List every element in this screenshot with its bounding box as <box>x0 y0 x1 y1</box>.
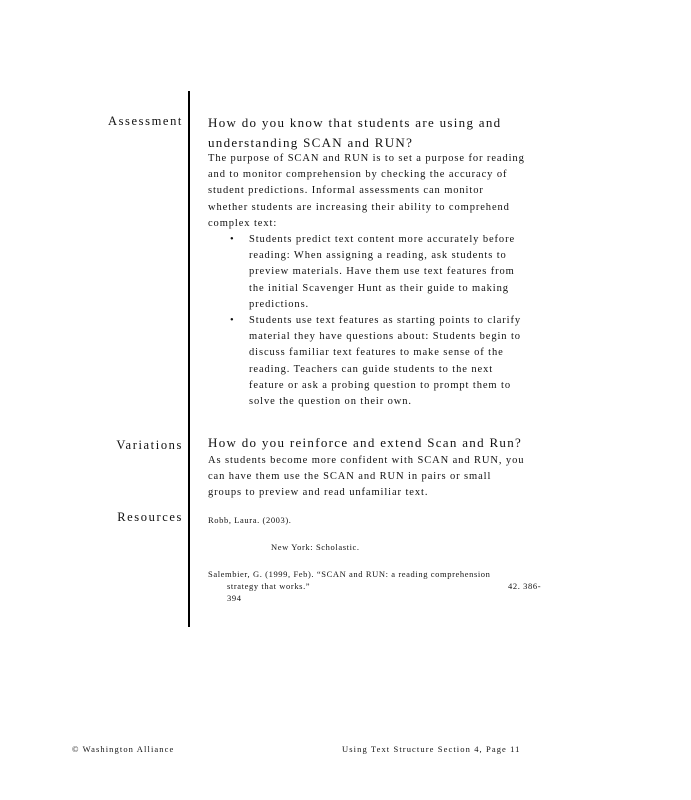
variations-heading: How do you reinforce and extend Scan and Run? <box>208 435 523 450</box>
text-line: 394 <box>227 593 242 603</box>
list-item <box>208 313 553 410</box>
resource-reference-2 <box>208 568 491 604</box>
assessment-body <box>208 151 553 410</box>
resources-label: Resources <box>117 510 183 524</box>
assessment-label: Assessment <box>107 114 183 128</box>
text-line: the initial Scavenger Hunt as their guide to making <box>249 282 509 294</box>
resource-reference-1-author: Robb, Laura. (2003). <box>208 515 292 525</box>
text-line: • Students predict text content more accurately before <box>249 234 516 246</box>
footer-page-info: Using Text Structure Section 4, Page 11 <box>342 744 521 754</box>
text-line: reading: When assigning a reading, ask students to <box>249 250 507 262</box>
text-line: predictions. <box>249 298 310 310</box>
text-line: The purpose of SCAN and RUN is to set a purpose for reading <box>208 153 525 164</box>
variations-label: Variations <box>116 438 183 452</box>
text-line: preview materials. Have them use text features from <box>249 266 515 278</box>
variations-body <box>208 453 553 502</box>
text-line: can have them use the SCAN and RUN in pairs or small <box>208 471 492 483</box>
text-line: As students become more confident with SCAN and RUN, you <box>208 455 525 466</box>
text-line: groups to preview and read unfamiliar text. <box>208 487 429 499</box>
assessment-paragraph <box>208 151 553 232</box>
list-item <box>208 232 553 313</box>
text-line: reading. Teachers can guide students to the next <box>249 363 494 375</box>
vertical-divider <box>188 91 190 627</box>
resource-reference-1-publisher: New York: Scholastic. <box>271 542 360 552</box>
assessment-bullet-list <box>208 232 553 410</box>
text-line: strategy that works.” <box>227 581 311 591</box>
text-line: complex text: <box>208 217 278 229</box>
text-line: Salembier, G. (1999, Feb). “SCAN and RUN: a reading comprehension <box>208 569 491 579</box>
text-line: feature or ask a probing question to prompt them to <box>249 379 511 391</box>
resource-reference-2-pages: 42. 386- <box>508 581 542 591</box>
text-line: solve the question on their own. <box>249 396 412 408</box>
text-line: student predictions. Informal assessments can monitor <box>208 185 484 197</box>
text-line: and to monitor comprehension by checking the accuracy of <box>208 169 508 181</box>
text-line: • Students use text features as starting points to clarify <box>249 315 522 327</box>
text-line: discuss familiar text features to make sense of the <box>249 347 504 359</box>
assessment-heading-line: understanding SCAN and RUN? <box>208 135 414 150</box>
text-line: whether students are increasing their ability to comprehend <box>208 201 510 213</box>
text-line: material they have questions about: Students begin to <box>249 331 521 343</box>
assessment-heading <box>208 113 501 153</box>
footer-copyright: © Washington Alliance <box>72 744 175 754</box>
assessment-heading-line: How do you know that students are using and <box>208 115 502 130</box>
